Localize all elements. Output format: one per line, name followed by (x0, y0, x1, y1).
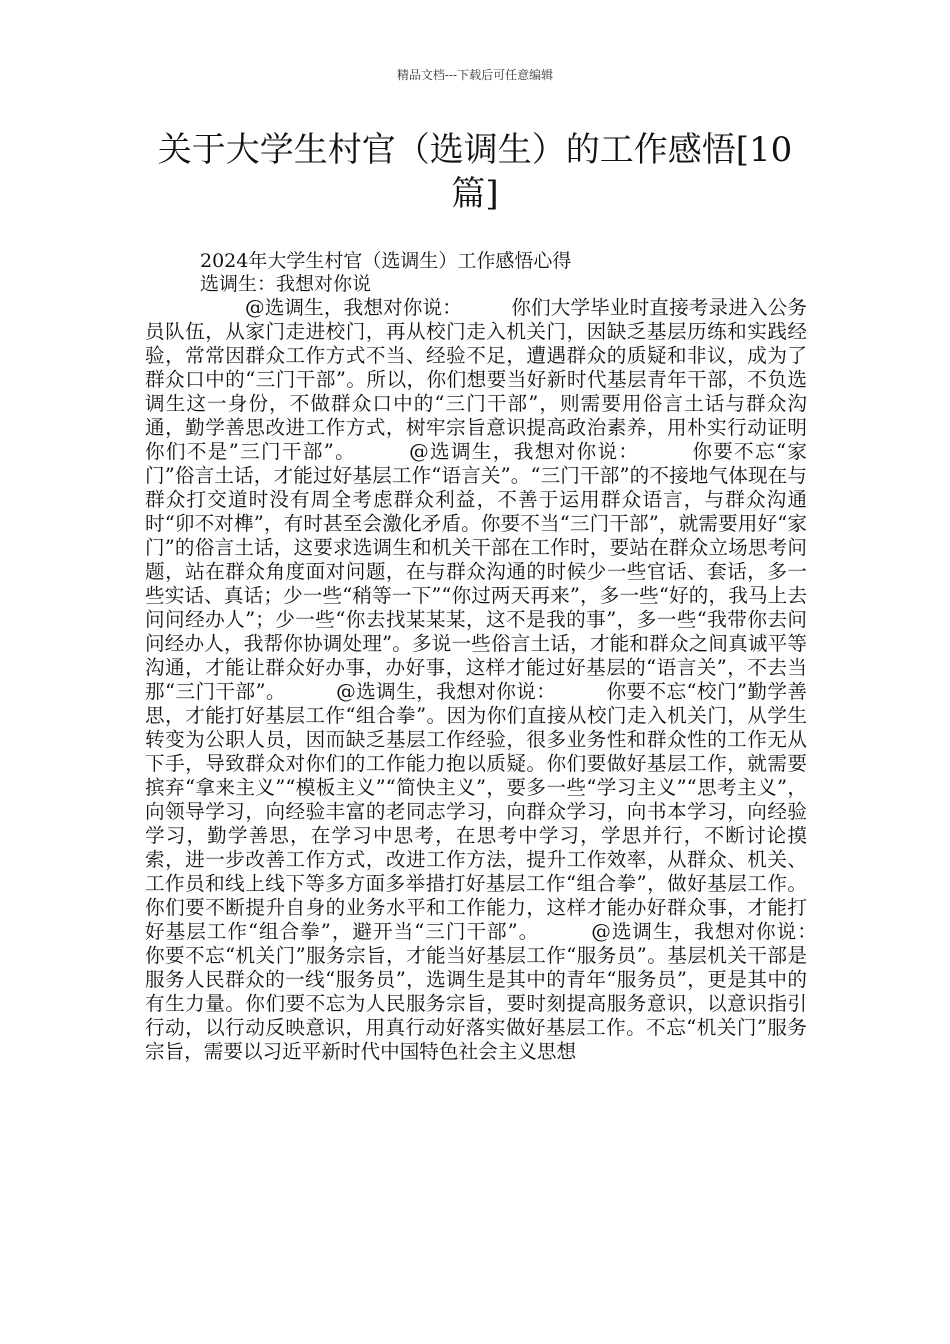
document-title: 关于大学生村官（选调生）的工作感悟[10篇] (157, 130, 793, 214)
body-paragraph: @选调生，我想对你说： 你们大学毕业时直接考录进入公务员队伍，从家门走进校门，再从校门走入机关门，因缺乏基层历练和实践经验，常常因群众工作方式不当、经验不足，遭遇群众的质疑和非议，成为了群众口中的“三门干部”。所以，你们想要当好新时代基层青年干部，不负选调生这一身份，不做群众口中的“三门干部”，则需要用俗言土话与群众沟通，勤学善思改进工作方式，树牢宗旨意识提高政治素养，用朴实行动证明你们不是”三门干部”。 @选调生，我想对你说： 你要不忘“家门”俗言土话，才能过好基层工作“语言关”。“三门干部”的不接地气体现在与群众打交道时没有周全考虑群众利益，不善于运用群众语言，与群众沟通时“卯不对榫”，有时甚至会激化矛盾。你要不当“三门干部”，就需要用好“家门”的俗言土话，这要求选调生和机关干部在工作时，要站在群众立场思考问题，站在群众角度面对问题，在与群众沟通的时候少一些官话、套话，多一些实话、真话；少一些“稍等一下”“你过两天再来”，多一些“好的，我马上去问问经办人”；少一些“你去找某某某，这不是我的事”，多一些“我带你去问问经办人，我帮你协调处理”。多说一些俗言土话，才能和群众之间真诚平等沟通，才能让群众好办事，办好事，这样才能过好基层的“语言关”，不去当那“三门干部”。 @选调生，我想对你说： 你要不忘“校门”勤学善思，才能打好基层工作“组合拳”。因为你们直接从校门走入机关门，从学生转变为公职人员，因而缺乏基层工作经验，很多业务性和群众性的工作无从下手，导致群众对你们的工作能力抱以质疑。你们要做好基层工作，就需要摈弃“拿来主义”“模板主义”“简快主义”，要多一些“学习主义”“思考主义”，向领导学习，向经验丰富的老同志学习，向群众学习，向书本学习，向经验学习，勤学善思，在学习中思考，在思考中学习，学思并行，不断讨论摸索，进一步改善工作方式，改进工作方法，提升工作效率，从群众、机关、工作员和线上线下等多方面多举措打好基层工作“组合拳”，做好基层工作。你们要不断提升自身的业务水平和工作能力，这样才能办好群众事，才能打好基层工作“组合拳”，避开当“三门干部”。 @选调生，我想对你说： 你要不忘“机关门”服务宗旨，才能当好基层工作“服务员”。基层机关干部是服务人民群众的一线“服务员”，选调生是其中的青年“服务员”，更是其中的有生力量。你们要不忘为人民服务宗旨，要时刻提高服务意识，以意识指引行动，以行动反映意识，用真行动好落实做好基层工作。不忘“机关门”服务宗旨，需要以习近平新时代中国特色社会主义思想 (145, 296, 866, 1063)
document-subtitle: 2024年大学生村官（选调生）工作感悟心得 (200, 250, 572, 272)
header-note: 精品文档---下载后可任意编辑 (396, 68, 554, 82)
section-heading: 选调生：我想对你说 (200, 273, 372, 295)
